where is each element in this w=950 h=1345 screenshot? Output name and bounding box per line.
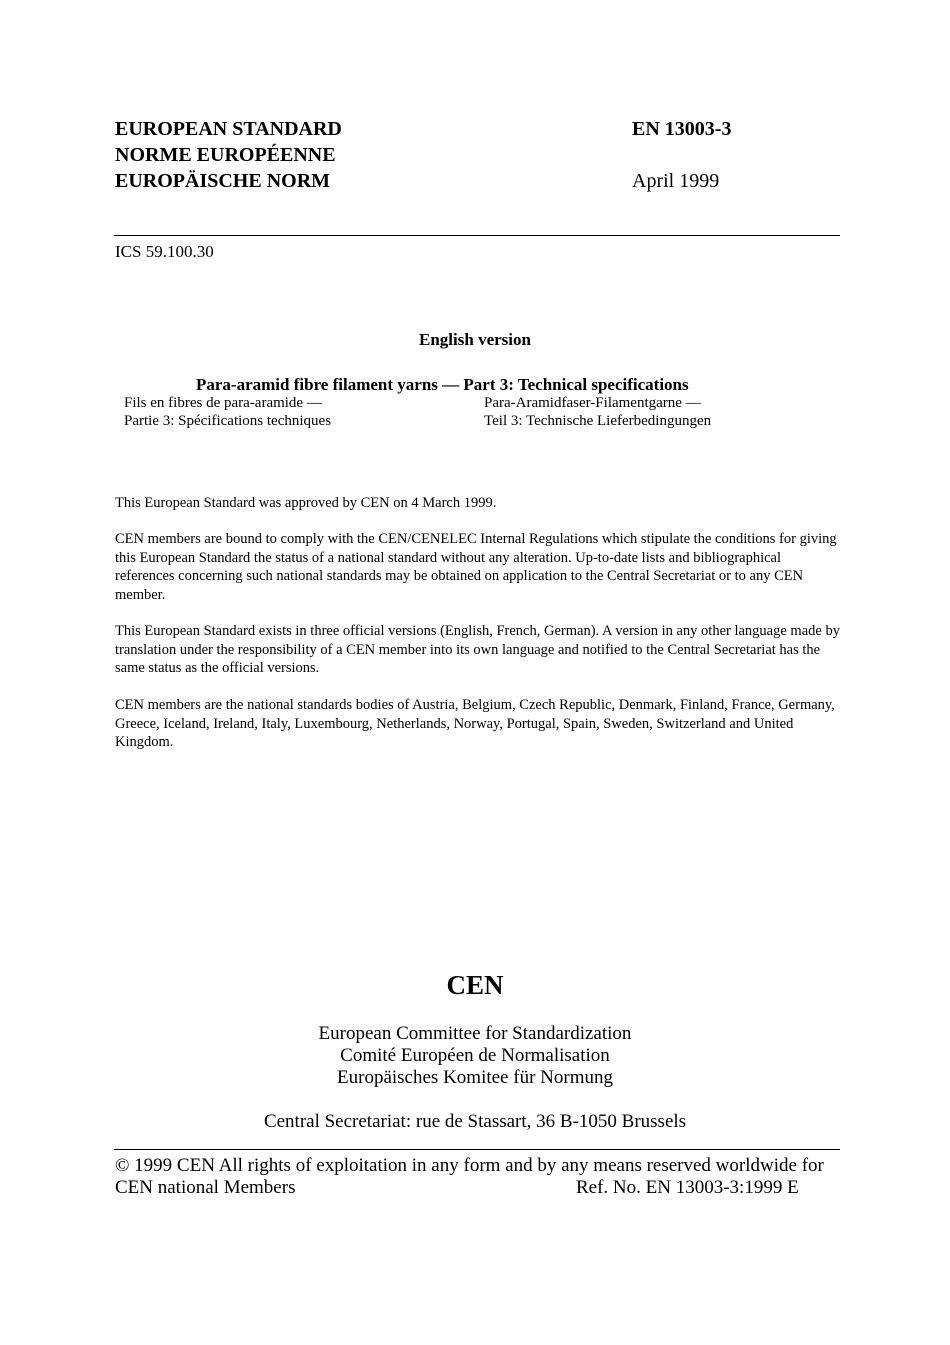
publication-date: April 1999	[632, 170, 720, 192]
members-paragraph: CEN members are the national standards bodies of Austria, Belgium, Czech Republic, Denmark, Finland, France, Germany, Greece, Iceland, Ireland, Italy, Luxembourg, Netherlands, Norway, Portugal, Spain, Sweden, Switzerland and United Kingdom.	[115, 697, 835, 750]
copyright-line1: © 1999 CEN All rights of exploitation in any form and by any means reserved worldwide for	[115, 1155, 824, 1176]
ics-code: ICS 59.100.30	[115, 242, 214, 261]
title-german-line2: Teil 3: Technische Lieferbedingungen	[484, 413, 712, 429]
title-german-line1: Para-Aramidfaser-Filamentgarne —	[484, 395, 701, 411]
secretariat-address: Central Secretariat: rue de Stassart, 36 B-1050 Brussels	[263, 1111, 687, 1132]
regulations-paragraph: CEN members are bound to comply with the CEN/CENELEC Internal Regulations which stipulate the conditions for giving this European Standard the status of a national standard without any alteration. Up-to-date lists and bibliographical references concerning such national standards may be obtained on application to the Central Secretariat or to any CEN member.	[115, 531, 837, 603]
standard-number: EN 13003-3	[632, 118, 732, 140]
committee-name-fr: Comité Européen de Normalisation	[340, 1045, 610, 1066]
versions-paragraph: This European Standard exists in three official versions (English, French, German). A version in any other language made by translation under the responsibility of a CEN member into its own language and notified to the Central Secretariat has the same status as the official versions.	[115, 623, 840, 676]
footer-divider	[114, 1149, 840, 1150]
version-label: English version	[419, 330, 531, 349]
standard-type-en: EUROPEAN STANDARD	[115, 118, 342, 140]
title-french-line2: Partie 3: Spécifications techniques	[124, 413, 332, 429]
copyright-line2: CEN national Members	[115, 1177, 296, 1198]
committee-name-de: Europäisches Komitee für Normung	[337, 1067, 613, 1088]
document-title: Para-aramid fibre filament yarns — Part 3: Technical specifications	[196, 375, 689, 394]
approval-paragraph: This European Standard was approved by CEN on 4 March 1999.	[115, 495, 497, 511]
standard-type-fr: NORME EUROPÉENNE	[115, 144, 336, 166]
standard-type-de: EUROPÄISCHE NORM	[115, 170, 331, 192]
title-french-line1: Fils en fibres de para-aramide —	[124, 395, 322, 411]
cen-logo-text: CEN	[446, 970, 504, 1000]
committee-name-en: European Committee for Standardization	[318, 1023, 632, 1044]
reference-number: Ref. No. EN 13003-3:1999 E	[576, 1177, 799, 1198]
header-divider	[114, 235, 840, 236]
